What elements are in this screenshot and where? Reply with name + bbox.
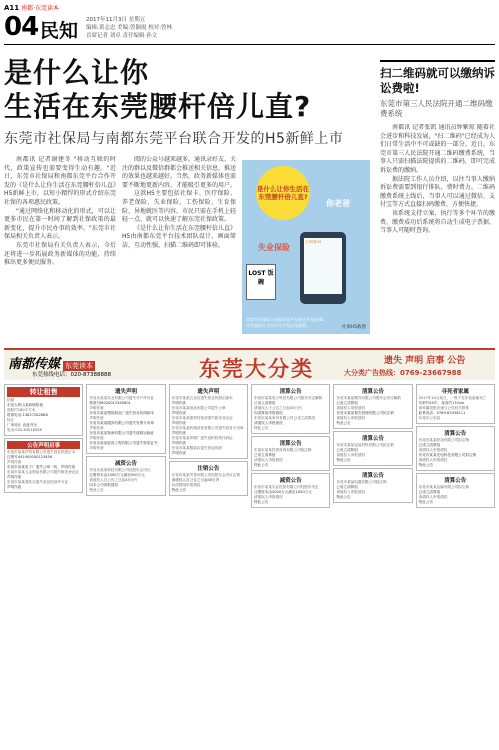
ad-column: [169, 384, 248, 746]
ad-heading: 清算公告: [444, 478, 467, 484]
sidebar-paragraph: 南都讯 记者张凯 通讯员钟紫琼 随着社会进步和科技发展，"扫二维码"已经成为人们日常生活中不可或缺的一部分。近日，东莞市第三人民法院开通二维码缴费系统，当事人只需扫描法院提供的二维码，即可完成诉讼费的缴纳。: [380, 124, 495, 174]
ad-line: 电话:020-83018558: [7, 428, 42, 432]
ad-heading: 减资公告: [114, 461, 137, 467]
sidebar-story: [380, 60, 495, 334]
article-paragraph: "通过网络化和移动化的形式，可以让更多市民在第一时间了解到社保政策的最新变化，提升市民办事的效率。"东莞市社保局相关负责人表示。: [4, 207, 116, 241]
sidebar-paragraph: 该系统支持立案、执行等多个环节的缴费，缴费成功后系统将自动生成电子票据，当事人可随时查询。: [380, 209, 495, 235]
phone-screen: [304, 238, 342, 294]
ad-line: 特此公告: [336, 458, 351, 462]
headline-line-1: 是什么让你: [4, 56, 150, 89]
meta-line: 2017年11月3日 星期五: [86, 17, 146, 23]
ad-line: 请债权人申报债权: [336, 453, 366, 457]
ad-line: 特此公告: [418, 463, 434, 467]
ad-heading: 清算公告: [444, 431, 467, 437]
classified-ad: [416, 384, 495, 424]
ad-line: 特此公告: [336, 421, 351, 425]
ad-line: 已成立清算组: [418, 443, 441, 447]
ad-line: 东莞市某某科技有限公司经股东会决议: [89, 468, 151, 472]
meta-line: 编辑:黄志忠 美编:曾颖霞 校对:曾林: [86, 25, 173, 31]
ad-line: 声明作废: [89, 446, 104, 450]
ad-column: [86, 384, 165, 746]
ad-column: [416, 384, 495, 746]
ad-heading: 公告声明启事: [7, 441, 80, 449]
photo-credit: 社保H5截图: [341, 325, 366, 330]
ad-line: 已成立清算组: [418, 490, 441, 494]
classified-ad: [416, 426, 495, 471]
classified-hotline: 东莞热线电话：020-87388888: [32, 372, 111, 378]
ad-heading: 减资公告: [279, 478, 302, 484]
ad-line: 声明作废: [7, 475, 22, 479]
classified-ad: [333, 431, 412, 466]
lost-rice-bowl-graphic: LOST 饭碗: [246, 264, 276, 300]
page-tag-line: A11 南都·东莞读本: [4, 4, 60, 12]
ad-line: 注册资本由2000万元减至1000万元: [253, 490, 312, 494]
ad-heading: 清算公告: [361, 473, 384, 479]
ad-line: 声明作废: [7, 485, 22, 489]
ad-line: 声明作废: [171, 421, 187, 425]
ad-line: 已成立清算组: [336, 401, 358, 405]
h5-illustration: [242, 160, 370, 334]
ad-line: 特此公告: [171, 488, 187, 492]
ad-line: 已成立清算组: [336, 485, 358, 489]
ad-line: 东莞市某某服装店遗失营业执照: [171, 446, 222, 450]
ad-line: 注册号441900000123456: [7, 455, 53, 459]
ad-line: 已成立清算组: [253, 453, 276, 457]
section-name: 民知: [40, 20, 79, 42]
ad-line: 东莞市某某装饰工程有限公司遗失资质证书: [89, 441, 158, 445]
ad-line: 东莞市某某五金制品有限公司遗失税务登记证: [7, 470, 79, 474]
ad-line: 请债权人申报债权: [253, 495, 283, 499]
sidebar-body: [380, 124, 495, 334]
ad-line: 东莞市某某餐饮管理有限公司拟注销: [336, 411, 394, 415]
ad-line: 请家属见报后速与公安机关联系: [418, 406, 469, 410]
ad-line: 东莞大岭山某商铺招租: [7, 403, 43, 407]
headline-bubble: 是什么让你生活在东莞腰杆倍儿直?: [256, 166, 310, 220]
ad-line: 年龄约40岁，身高约170cm: [418, 401, 465, 405]
ad-line: 联系电话：0769-83338111: [418, 411, 466, 415]
header-meta: [86, 16, 172, 40]
header-rule: [4, 44, 495, 45]
classified-ad: [4, 438, 83, 493]
ad-line: 2017年10月某日，一男子在东莞某地死亡: [418, 396, 487, 400]
ad-line: 请债权人申报债权: [336, 416, 366, 420]
ad-line: 注册资本由1000万元减至500万元: [89, 473, 145, 477]
ad-line: 请债权人自公告之日起45日内: [171, 478, 220, 482]
ad-line: 已成立清算组: [336, 448, 358, 452]
ad-line: 声明作废: [171, 401, 187, 405]
sidebar-subtitle: 东莞市第三人民法院开通二维码缴费系统: [380, 99, 493, 118]
ad-heading: 遗失声明: [114, 389, 137, 395]
ad-line: 招租: [7, 398, 15, 402]
ad-heading: 清算公告: [279, 441, 302, 447]
meta-line: 首席记者 刘卓 责任编辑 孙文: [86, 33, 158, 39]
ad-line: 声明作废: [171, 411, 187, 415]
ad-line: 请债权人申报债权: [253, 458, 283, 462]
ad-line: 东莞市某某实业有限公司遗失开户许可证: [89, 396, 155, 400]
ad-line: 面积约180平方米: [7, 408, 36, 412]
ad-line: 东莞市某某包装材料有限公司拟注销: [336, 443, 394, 447]
ad-line: 东莞市某某餐饮店遗失食品经营许可证: [7, 480, 69, 484]
ad-line: 声明作废: [171, 451, 187, 455]
article-paragraph: 东莞市社保局有关负责人表示，今后还将进一步拓展政务新媒体的功能，持续推出更多便民服务。: [4, 241, 116, 267]
ad-heading: 清算公告: [361, 436, 384, 442]
classified-ad-hotline: 大分类广告热线：0769-23667988: [344, 369, 462, 377]
ad-heading: 清算公告: [279, 389, 302, 395]
classified-ad: [169, 461, 248, 496]
ad-line: 东莞市某某服饰有限公司遗失发票专用章: [89, 421, 155, 425]
ad-line: 声明作废: [171, 431, 187, 435]
classified-ads-grid: [4, 384, 495, 746]
article-paragraph: 阅的公众号越来越多，通讯录好友、关注的群以及微信群都会推送相关信息，推送的效果也越来越好。当然，政务新媒体也需要不断地更新内容，才能吸引更多的用户。: [122, 156, 236, 189]
ad-line: 特此公告: [253, 500, 269, 504]
phone-screen-title: 扫码看H5: [306, 240, 322, 244]
illustration-caption: 东莞市社保局与南都东莞平台联合开发的H5，用有趣的方式为市民介绍社保政策。: [246, 317, 328, 328]
ad-line: 联系电话:13827282888: [7, 413, 48, 417]
ad-line: 东莞市某某电子科技有限公司股东决定解散: [253, 396, 323, 400]
article-column-2: [122, 156, 236, 344]
classified-ad: [4, 384, 83, 436]
ad-line: 东莞市某某投资咨询有限公司拟注销: [253, 448, 312, 452]
ad-line: 东莞市某某物流有限公司遗失道路运输证: [89, 431, 155, 435]
article-column-1: [4, 156, 116, 344]
ad-line: 声明作废: [7, 460, 22, 464]
classified-ad: [416, 473, 495, 508]
headline: [4, 56, 364, 148]
ad-line: 特此公告: [89, 488, 104, 492]
ad-line: 东莞市某某电子厂遗失公章一枚，声明作废: [7, 465, 76, 469]
ad-heading: 转让租售: [7, 387, 80, 397]
ad-line: 请债权人申报债权: [418, 448, 448, 452]
ad-line: 已成立清算组: [253, 401, 276, 405]
ad-line: 东莞市某某纸品有限公司遗失公章: [171, 406, 226, 410]
sidebar-rule: [380, 60, 495, 62]
ad-line: 请债权人申报债权: [418, 495, 448, 499]
label-dad: 你老爸: [326, 199, 350, 208]
ad-line: 东莞市某某实业投资有限公司经股东决定: [253, 485, 319, 489]
ad-heading: 寻死者家属: [441, 389, 470, 395]
section-number: 04: [4, 12, 39, 42]
ad-line: 特此公告: [253, 426, 269, 430]
ad-line: 东莞市某某贸易有限公司经股东会决议注销: [171, 473, 240, 477]
article-paragraph: 这款H5主要包括社保卡、医疗保险、养老保险、失业保险、工伤保险、生育保险、异地就医等内容，市民只需在手机上轻轻一点，就可以快速了解东莞社保政策。: [122, 190, 236, 224]
ad-line: 声明作废: [89, 406, 104, 410]
headline-line-2: 生活在东莞腰杆倍儿直?: [4, 90, 312, 123]
article-paragraph: 南都讯 记者谢建冬 "移动互联的时代，政策宣传也需要变得生动有趣。"近日，东莞市社保局和南都东莞平台合作开发的《是什么让你生活在东莞腰杆倍儿直》H5新鲜上市，以短小精悍的形式介绍东莞社保的各项惠民政策。: [4, 156, 116, 206]
ad-line: 向清算组申报债权: [171, 483, 201, 487]
page-header: [0, 0, 499, 46]
ad-line: 特此公告: [336, 495, 351, 499]
ad-line: 东莞市某某机械设备有限公司遗失财务专用章: [171, 426, 244, 430]
classified-ad: [86, 384, 165, 454]
ad-line: 请债权人自公告之日起45日内: [89, 478, 138, 482]
ad-line: 请债权人申报债权: [336, 406, 366, 410]
ad-line: 声明作废: [89, 416, 104, 420]
ad-line: 请债权人申报债权: [418, 458, 448, 462]
ad-line: 请债权人申报债权: [253, 421, 283, 425]
ad-column: [333, 384, 412, 746]
ad-line: 东莞市某某塑胶制品厂遗失营业执照副本: [89, 411, 155, 415]
ad-column: [251, 384, 330, 746]
article-paragraph: 《是什么让你生活在东莞腰杆倍儿直》H5由南都东莞平台技术团队设计，画面简洁，互动性强，扫描二维码即可体验。: [122, 224, 236, 249]
classified-ad: [169, 384, 248, 459]
ad-line: 请债权人申报债权: [336, 490, 366, 494]
classified-title: 东莞大分类: [199, 357, 314, 381]
sidebar-title: 扫二维码就可以缴纳诉讼费啦!: [380, 66, 495, 95]
ad-column: [4, 384, 83, 746]
ad-line: 声明作废: [89, 426, 104, 430]
ad-line: 东莞市公安局: [418, 416, 441, 420]
ad-line: 向本公司申报债权: [89, 483, 119, 487]
classified-ad: [251, 384, 330, 434]
ad-line: 特此公告: [253, 463, 269, 467]
classified-ad: [251, 473, 330, 508]
ad-line: 声明作废: [89, 436, 104, 440]
classified-ad: [251, 436, 330, 471]
ad-line: 东莞市某某运输有限公司拟注销: [418, 485, 469, 489]
phone-graphic: [300, 232, 346, 304]
classified-ad: [86, 456, 165, 496]
ad-line: 特此公告: [418, 500, 434, 504]
ad-line: 厂房转让 设备齐全: [7, 423, 37, 427]
ad-heading: 清算公告: [361, 389, 384, 395]
classified-banner: [4, 348, 495, 380]
sidebar-paragraph: 据法院工作人员介绍，以往当事人缴纳诉讼费需要到银行排队，费时费力。二维码缴费系统上线后，当事人可以通过微信、支付宝等方式直接扫码缴费，方便快捷。: [380, 175, 495, 209]
classified-categories: 遗失 声明 启事 公告: [384, 356, 466, 366]
ad-line: 东莞市某某电器有限公司拟注销: [336, 480, 387, 484]
ad-line: 东莞市某某印刷厂遗失组织机构代码证: [171, 436, 233, 440]
ad-line: 东莞市某某光电科技有限公司拟注销: [418, 453, 477, 457]
ad-heading: 遗失声明: [197, 389, 220, 395]
ad-line: 请债权人于公告之日起45日内: [253, 406, 302, 410]
classified-ad: [333, 468, 412, 503]
ad-line: 东莞市某某织造有限公司拟注销: [418, 438, 469, 442]
headline-subtitle: 东莞市社保局与南都东莞平台联合开发的H5新鲜上市: [4, 131, 344, 147]
ad-line: 向清算组申报债权: [253, 411, 283, 415]
classified-ad: [333, 384, 412, 429]
ad-line: 东莞市某某模具有限公司股东会决议解散: [336, 396, 401, 400]
ad-line: 东莞市某某家具有限公司已成立清算组: [253, 416, 316, 420]
label-unemployment: 失业保险: [258, 243, 290, 252]
ad-line: 东莞市某某贸易有限公司遗失营业执照正本: [7, 450, 76, 454]
ad-line: 转让: [7, 418, 15, 422]
nandu-logo: 南都传媒 东莞读本: [8, 357, 94, 372]
ad-line: 核准号J6020012345601: [89, 401, 131, 405]
ad-heading: 注销公告: [197, 466, 220, 472]
ad-line: 东莞市某某建材经营部遗失税务登记证: [171, 416, 233, 420]
ad-line: 东莞市某某五金店遗失营业执照正副本: [171, 396, 233, 400]
ad-line: 声明作废: [171, 441, 187, 445]
